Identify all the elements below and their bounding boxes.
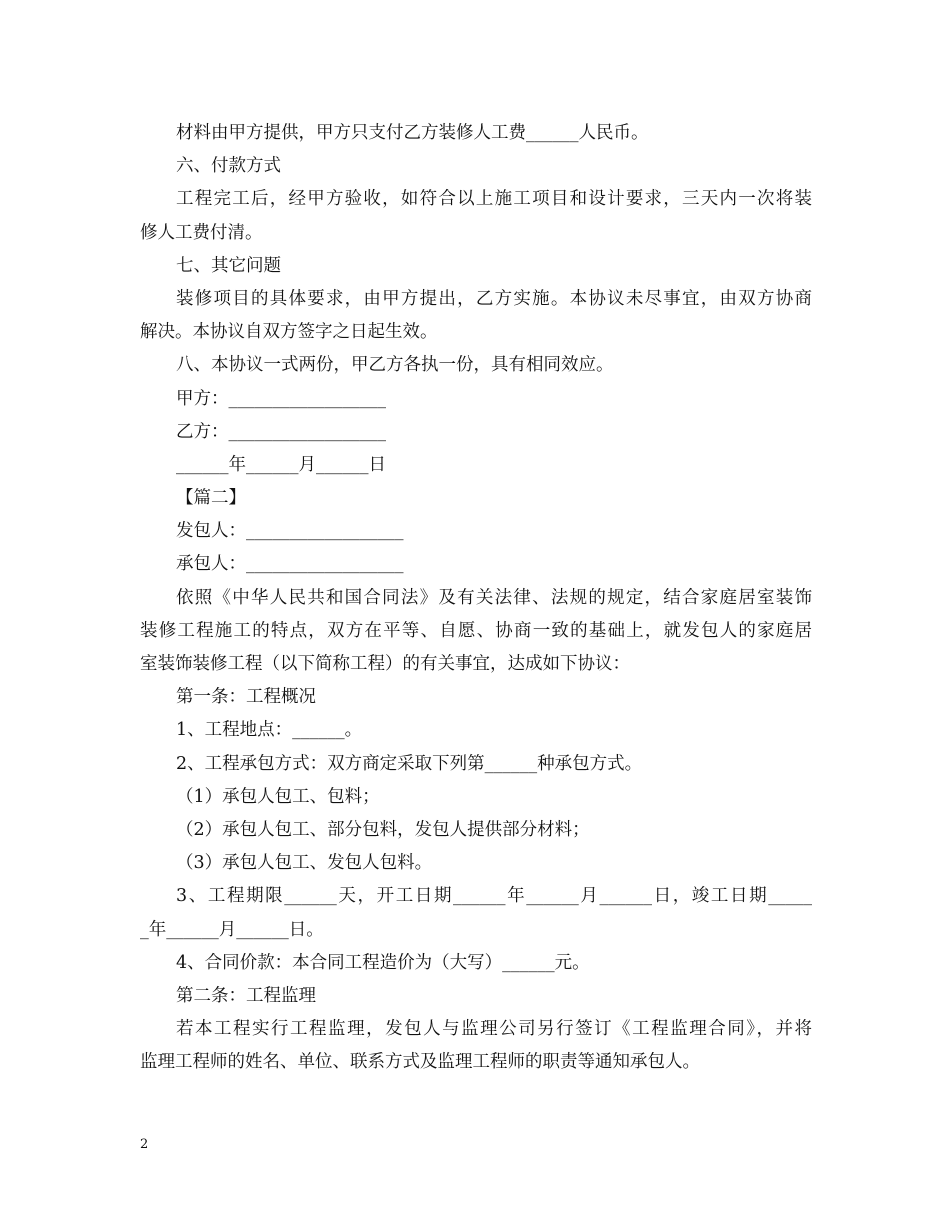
page-number: 2 — [140, 1137, 149, 1152]
article-heading: 第一条：工程概况 — [176, 687, 316, 708]
part-two-heading: 【篇二】 — [176, 488, 246, 509]
clause-line: 4、合同价款：本合同工程造价为（大写）______元。 — [176, 952, 590, 973]
option-line: （3）承包人包工、发包人包料。 — [176, 853, 433, 874]
contractor-line: 承包人：__________________ — [176, 554, 404, 575]
option-line: （2）承包人包工、部分包料，发包人提供部分材料； — [176, 819, 590, 840]
paragraph-line: 修人工费付清。 — [140, 222, 263, 243]
option-line: （1）承包人包工、包料； — [176, 786, 380, 807]
article-heading: 第二条：工程监理 — [176, 985, 316, 1006]
paragraph-line: 依照《中华人民共和国合同法》及有关法律、法规的规定，结合家庭居室装饰 — [176, 587, 812, 608]
paragraph-line: 材料由甲方提供，甲方只支付乙方装修人工费______人民币。 — [176, 123, 649, 143]
clause-line: 3、工程期限______天，开工日期______年______月______日，竣工日期_____ — [176, 886, 812, 907]
date-line: ______年______月______日 — [176, 454, 386, 475]
paragraph-line: 八、本协议一式两份，甲乙方各执一份，具有相同效应。 — [176, 355, 614, 376]
paragraph-line: 若本工程实行工程监理，发包人与监理公司另行签订《工程监理合同》，并将 — [176, 1019, 812, 1040]
paragraph-line: 解决。本协议自双方签字之日起生效。 — [140, 322, 438, 343]
employer-line: 发包人：__________________ — [176, 521, 404, 542]
paragraph-line: 装修项目的具体要求，由甲方提出，乙方实施。本协议未尽事宜，由双方协商 — [176, 288, 812, 309]
paragraph-line: 监理工程师的姓名、单位、联系方式及监理工程师的职责等通知承包人。 — [140, 1052, 700, 1073]
party-a-signature-line: 甲方：__________________ — [176, 388, 386, 409]
paragraph-line: 装修工程施工的特点，双方在平等、自愿、协商一致的基础上，就发包人的家庭居 — [140, 620, 812, 641]
section-heading: 七、其它问题 — [176, 255, 281, 276]
clause-line: 2、工程承包方式：双方商定采取下列第______种承包方式。 — [176, 753, 643, 774]
clause-line: _年______月______日。 — [140, 919, 324, 940]
party-b-signature-line: 乙方：__________________ — [176, 421, 386, 442]
document-body — [140, 117, 812, 1079]
paragraph-line: 工程完工后，经甲方验收，如符合以上施工项目和设计要求，三天内一次将装 — [176, 189, 812, 210]
paragraph-line: 室装饰装修工程（以下简称工程）的有关事宜，达成如下协议： — [140, 654, 630, 674]
clause-line: 1、工程地点：______。 — [176, 720, 363, 741]
section-heading: 六、付款方式 — [176, 156, 281, 177]
